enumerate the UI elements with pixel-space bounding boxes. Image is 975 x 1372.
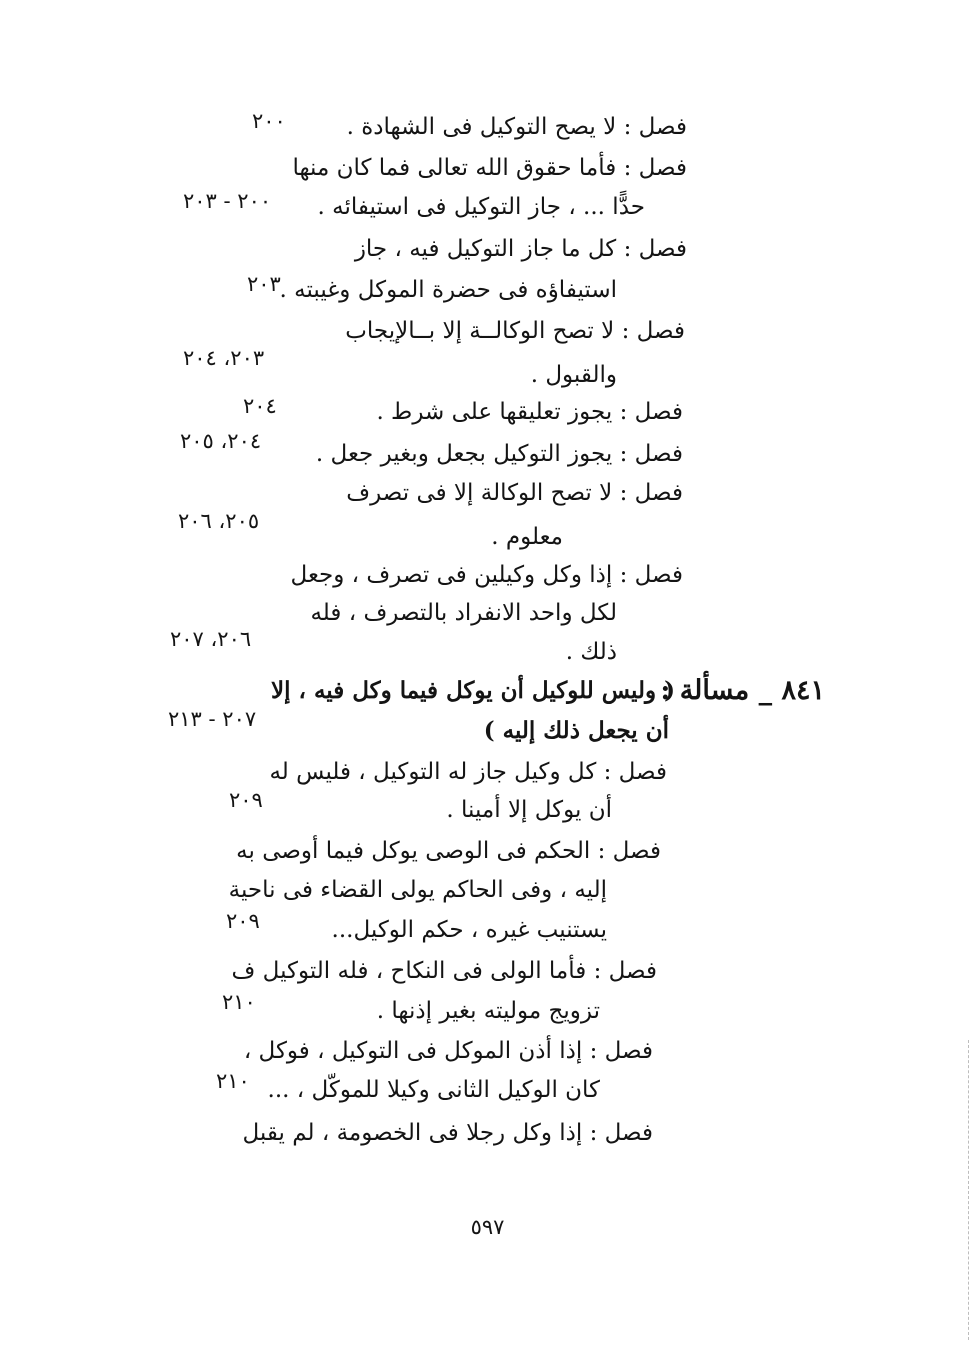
entry-text: أن يوكل إلا أمينا . <box>446 797 612 823</box>
page-ref: ٢٠٩ <box>229 788 263 812</box>
page-ref: ٢٠٤ <box>243 394 277 418</box>
entry-text: والقبول . <box>530 362 617 388</box>
entry-text: تزويج موليته بغير إذنها . <box>376 998 600 1024</box>
entry-text: فصل : يجوز التوكيل بجعل وبغير جعل . <box>315 441 683 467</box>
page-ref: ٢٠٦، ٢٠٧ <box>170 627 252 651</box>
page-ref: ٢٠٠ <box>252 109 286 133</box>
entry-text: فصل : إذا وكل رجلا فى الخصومة ، لم يقبل <box>242 1120 653 1146</box>
masala-text: أن يجعل ذلك إليه ) <box>483 717 669 744</box>
entry-text: فصل : فأما الولى فى النكاح ، فله التوكيل ف <box>231 958 657 984</box>
entry-text: فصل : يجوز تعليقها على شرط . <box>376 399 683 425</box>
entry-text: فصل : لا تصح الوكالــة إلا بــالإيجاب <box>345 318 685 344</box>
page-ref: ٢٠٥، ٢٠٦ <box>178 509 260 533</box>
masala-number: ٨٤١ _ مسألة : <box>660 675 825 706</box>
entry-text: يستنيب غيره ، حكم الوكيل... <box>331 917 607 943</box>
entry-text: معلوم . <box>491 524 563 550</box>
page-ref: ٢٠٩ <box>226 909 260 933</box>
page-number: ٥٩٧ <box>470 1215 505 1239</box>
entry-text: فصل : لا يصح التوكيل فى الشهادة . <box>346 114 687 140</box>
page-ref: ٢٠٣، ٢٠٤ <box>183 346 265 370</box>
page-ref: ٢٠٣ <box>247 272 281 296</box>
page-ref: ٢١٠ <box>222 990 256 1014</box>
entry-text: إليه ، وفى الحاكم يولى القضاء فى ناحية <box>228 877 607 903</box>
entry-text: فصل : إذا أذن الموكل فى التوكيل ، فوكل ، <box>243 1038 653 1064</box>
entry-text: فصل : كل وكيل جاز له التوكيل ، فليس له <box>269 759 667 785</box>
page-ref: ٢١٠ <box>216 1069 250 1093</box>
page-ref: ٢٠٧ - ٢١٣ <box>168 707 257 731</box>
entry-text: كان الوكيل الثانى وكيلا للموكّل ، ... <box>267 1077 600 1103</box>
entry-text: لكل واحد الانفراد بالتصرف ، فله <box>310 600 617 626</box>
entry-text: فصل : فأما حقوق الله تعالى فما كان منها <box>292 155 687 181</box>
entry-text: فصل : كل ما جاز التوكيل فيه ، جاز <box>354 236 687 262</box>
entry-text: فصل : إذا وكل وكيلين فى تصرف ، وجعل <box>290 562 683 588</box>
masala-text: ( وليس للوكيل أن يوكل فيما وكل فيه ، إلا <box>271 677 675 704</box>
scan-edge-line <box>968 1040 969 1340</box>
page-ref: ٢٠٤، ٢٠٥ <box>180 429 262 453</box>
entry-text: حدًّا ... ، جاز التوكيل فى استيفائه . <box>317 194 645 220</box>
entry-text: فصل : لا تصح الوكالة إلا فى تصرف <box>346 480 683 506</box>
entry-text: ذلك . <box>565 639 617 665</box>
page-ref: ٢٠٠ - ٢٠٣ <box>183 189 272 213</box>
entry-text: استيفاؤه فى حضرة الموكل وغيبته . <box>279 277 617 303</box>
entry-text: فصل : الحكم فى الوصى يوكل فيما أوصى به <box>236 838 661 864</box>
